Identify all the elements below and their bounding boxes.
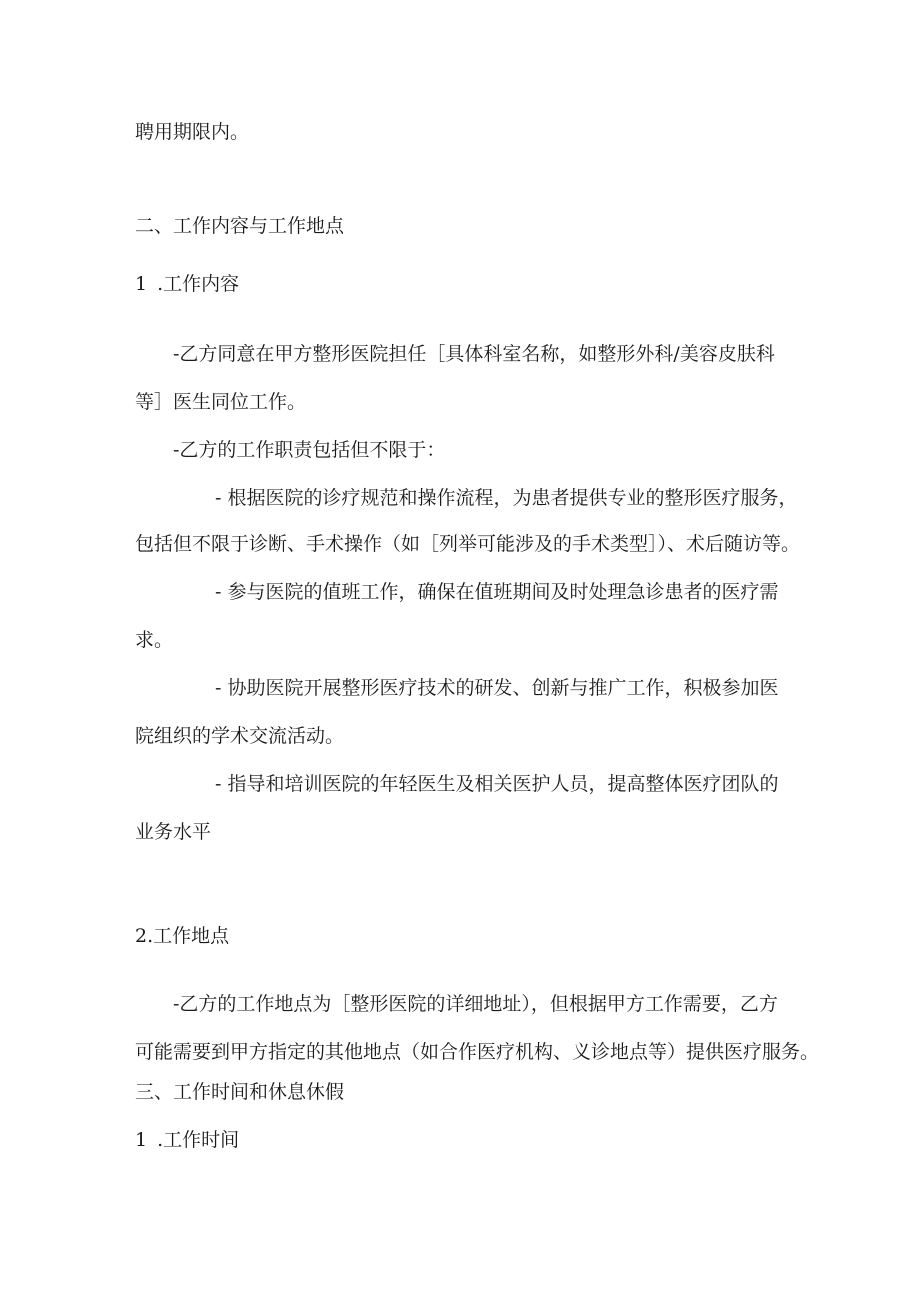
- location-line1: -乙方的工作地点为［整形医院的详细地址），但根据甲方工作需要，乙方: [173, 993, 778, 1015]
- subsection-number: 1: [135, 1129, 148, 1151]
- section-heading-2: 二、工作内容与工作地点: [135, 215, 345, 237]
- item-position-line2: 等］医生同位工作。: [135, 391, 307, 413]
- duty-2-line1: - 参与医院的值班工作，确保在值班期间及时处理急诊患者的医疗需: [215, 581, 779, 603]
- duty-4-line2: 业务水平: [135, 821, 212, 843]
- subsection-number: 1: [135, 273, 148, 295]
- subsection-heading-work-time: [135, 1128, 239, 1152]
- subsection-heading-work-content: [135, 272, 239, 296]
- subsection-title: .工作时间: [157, 1129, 240, 1151]
- duty-2-line2: 求。: [135, 629, 174, 651]
- duty-1-line2: 包括但不限于诊断、手术操作（如［列举可能涉及的手术类型］）、术后随访等。: [135, 533, 801, 555]
- item-position-line1: -乙方同意在甲方整形医院担任［具体科室名称，如整形外科/美容皮肤科: [173, 343, 775, 365]
- location-line2: 可能需要到甲方指定的其他地点（如合作医疗机构、义诊地点等）提供医疗服务。: [135, 1041, 820, 1063]
- duty-3-line2: 院组织的学术交流活动。: [135, 725, 345, 747]
- paragraph-continuation: 聘用期限内。: [135, 121, 250, 143]
- subsection-heading-work-location: 2.工作地点: [135, 925, 230, 947]
- duty-4-line1: - 指导和培训医院的年轻医生及相关医护人员，提高整体医疗团队的: [215, 773, 779, 795]
- item-duties-intro: -乙方的工作职责包括但不限于：: [173, 439, 446, 461]
- section-heading-3: 三、工作时间和休息休假: [135, 1081, 345, 1103]
- duty-3-line1: - 协助医院开展整形医疗技术的研发、创新与推广工作，积极参加医: [215, 677, 779, 699]
- duty-1-line1: - 根据医院的诊疗规范和操作流程，为患者提供专业的整形医疗服务，: [215, 487, 798, 509]
- subsection-title: .工作内容: [157, 273, 240, 295]
